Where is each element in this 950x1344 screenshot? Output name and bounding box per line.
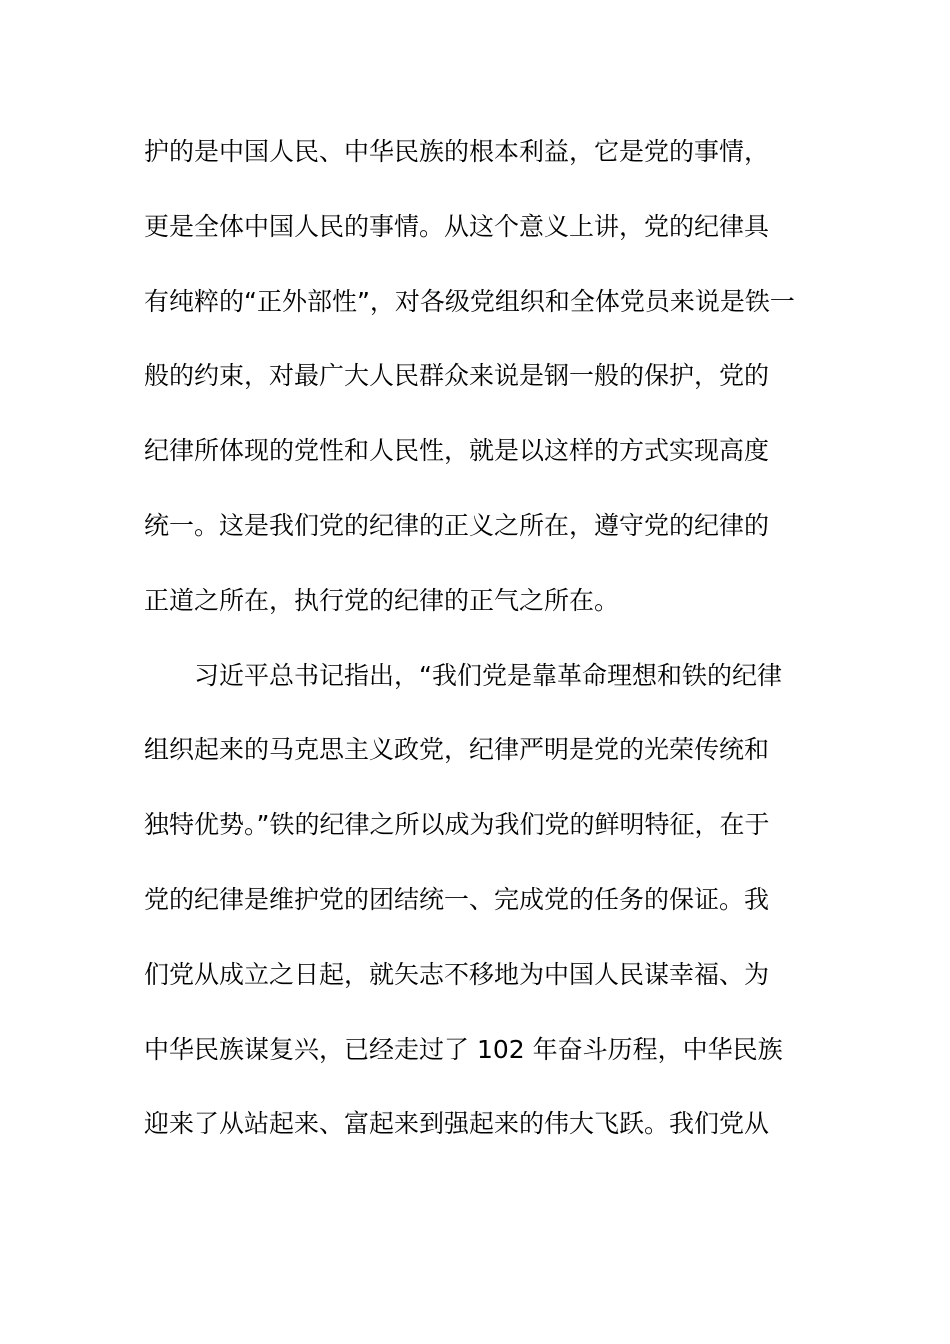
text-line: 统一。这是我们党的纪律的正义之所在，遵守党的纪律的	[144, 510, 770, 540]
text-line: 组织起来的马克思主义政党，纪律严明是党的光荣传统和	[144, 735, 770, 765]
text-line: 更是全体中国人民的事情。从这个意义上讲，党的纪律具	[144, 211, 770, 241]
text-line: 正道之所在，执行党的纪律的正气之所在。	[144, 585, 620, 615]
body-text	[144, 132, 806, 1179]
text-line: 护的是中国人民、中华民族的根本利益，它是党的事情，	[144, 137, 770, 166]
paragraph-first-line: 习近平总书记指出，“我们党是靠革命理想和铁的纪律	[194, 660, 782, 690]
text-line: 纪律所体现的党性和人民性，就是以这样的方式实现高度	[144, 436, 770, 466]
text-line: 迎来了从站起来、富起来到强起来的伟大飞跃。我们党从	[144, 1109, 770, 1139]
text-line: 党的纪律是维护党的团结统一、完成党的任务的保证。我	[144, 884, 770, 914]
text-line: 中华民族谋复兴，已经走过了 102 年奋斗历程，中华民族	[144, 1034, 783, 1064]
text-line: 独特优势。”铁的纪律之所以成为我们党的鲜明特征，在于	[144, 810, 770, 840]
text-line: 有纯粹的“正外部性”，对各级党组织和全体党员来说是铁一	[144, 286, 795, 316]
text-line: 们党从成立之日起，就矢志不移地为中国人民谋幸福、为	[144, 959, 770, 989]
text-line: 般的约束，对最广大人民群众来说是钢一般的保护，党的	[144, 361, 770, 391]
